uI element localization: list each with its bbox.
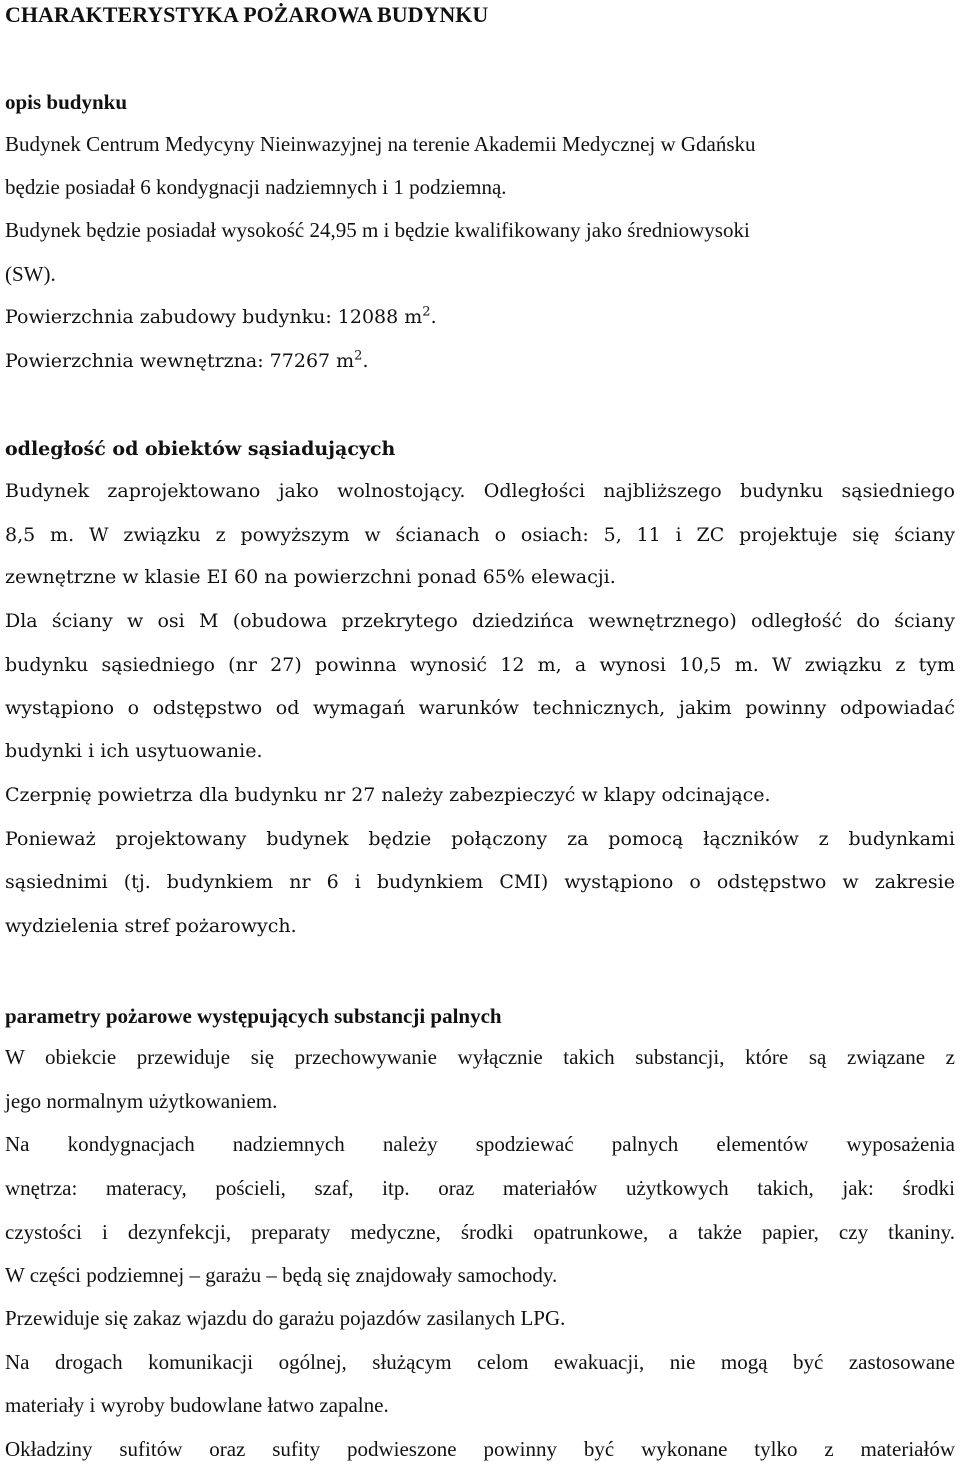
paragraph-line: Budynek będzie posiadał wysokość 24,95 m i będzie kwalifikowany jako średniowysoki [5, 218, 750, 242]
paragraph-line: Przewiduje się zakaz wjazdu do garażu pojazdów zasilanych LPG. [5, 1306, 566, 1330]
paragraph-line: W obiekcie przewiduje się przechowywanie wyłącznie takich substancji, które są związane z [5, 1045, 955, 1069]
section-heading-fire-parameters: parametry pożarowe występujących substancji palnych [5, 1004, 502, 1028]
paragraph-line: materiały i wyroby budowlane łatwo zapalne. [5, 1393, 389, 1417]
paragraph-line: budynki i ich usytuowanie. [5, 740, 263, 762]
paragraph-line: Ponieważ projektowany budynek będzie połączony za pomocą łączników z budynkami [5, 828, 955, 850]
paragraph-line-internal-area [5, 348, 369, 372]
section-heading-distances: odległość od obiektów sąsiadujących [5, 438, 396, 460]
superscript: 2 [354, 348, 363, 364]
paragraph-line: 8,5 m. W związku z powyższym w ścianach o osiach: 5, 11 i ZC projektuje się ściany [5, 524, 955, 546]
paragraph-line: Na kondygnacjach nadziemnych należy spodziewać palnych elementów wyposażenia [5, 1132, 955, 1156]
paragraph-line: budynku sąsiedniego (nr 27) powinna wynosić 12 m, a wynosi 10,5 m. W związku z tym [5, 654, 955, 676]
paragraph-line: Budynek Centrum Medycyny Nieinwazyjnej na terenie Akademii Medycznej w Gdańsku [5, 132, 756, 156]
paragraph-line: Na drogach komunikacji ogólnej, służącym celom ewakuacji, nie mogą być zastosowane [5, 1350, 955, 1374]
paragraph-line: Dla ściany w osi M (obudowa przekrytego dziedzińca wewnętrznego) odległość do ściany [5, 610, 955, 632]
paragraph-line-area [5, 304, 437, 328]
internal-area-label: Powierzchnia wewnętrzna: 77267 m [5, 350, 355, 372]
paragraph-line: (SW). [5, 262, 56, 286]
paragraph-line: Okładziny sufitów oraz sufity podwieszone powinny być wykonane tylko z materiałów [5, 1437, 955, 1461]
paragraph-line: wystąpiono o odstępstwo od wymagań warunków technicznych, jakim powinny odpowiadać [5, 697, 955, 719]
paragraph-line: wnętrza: materacy, pościeli, szaf, itp. oraz materiałów użytkowych takich, jak: środki [5, 1176, 955, 1200]
paragraph-line: Czerpnię powietrza dla budynku nr 27 należy zabezpieczyć w klapy odcinające. [5, 784, 771, 806]
section-heading-building-description: opis budynku [5, 90, 128, 114]
paragraph-line: wydzielenia stref pożarowych. [5, 915, 297, 937]
superscript: 2 [422, 304, 431, 320]
paragraph-line: zewnętrzne w klasie EI 60 na powierzchni ponad 65% elewacji. [5, 566, 616, 588]
paragraph-line: czystości i dezynfekcji, preparaty medyczne, środki opatrunkowe, a także papier, czy tkaniny. [5, 1220, 955, 1244]
line-end: . [362, 350, 369, 372]
paragraph-line: Budynek zaprojektowano jako wolnostojący. Odległości najbliższego budynku sąsiedniego [5, 480, 955, 502]
paragraph-line: będzie posiadał 6 kondygnacji nadziemnych i 1 podziemną. [5, 175, 507, 199]
paragraph-line: sąsiednimi (tj. budynkiem nr 6 i budynkiem CMI) wystąpiono o odstępstwo w zakresie [5, 871, 955, 893]
document-title: CHARAKTERYSTYKA POŻAROWA BUDYNKU [5, 2, 489, 27]
line-end: . [430, 306, 437, 328]
paragraph-line: jego normalnym użytkowaniem. [5, 1089, 278, 1113]
paragraph-line: W części podziemnej – garażu – będą się znajdowały samochody. [5, 1263, 558, 1287]
area-label: Powierzchnia zabudowy budynku: 12088 m [5, 306, 423, 328]
